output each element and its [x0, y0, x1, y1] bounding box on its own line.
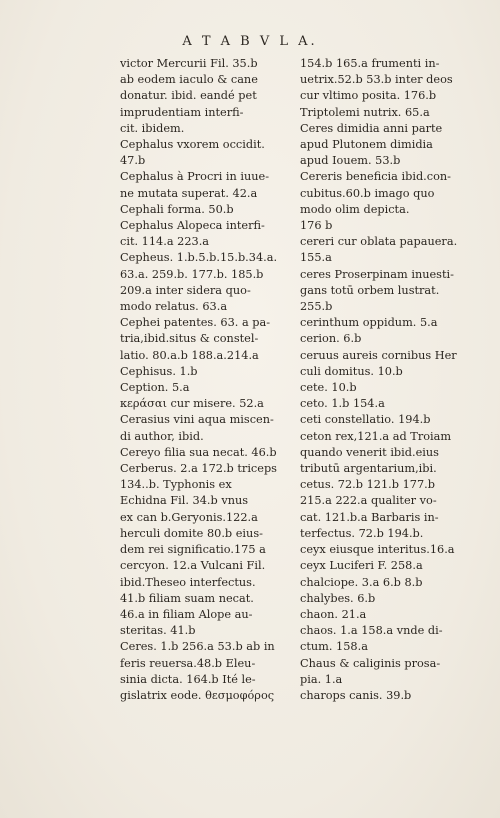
index-entry: cat. 121.b.a Barbaris in-: [300, 510, 439, 524]
index-entry: culi domitus. 10.b: [300, 364, 403, 378]
index-entry: chaos. 1.a 158.a vnde di-: [300, 624, 443, 638]
index-entry: cur vltimo posita. 176.b: [300, 89, 437, 103]
index-entry: 209.a inter sidera quo-: [120, 283, 251, 297]
index-entry: chalybes. 6.b: [300, 591, 376, 605]
index-entry: ceres Proserpinam inuesti-: [300, 267, 454, 281]
index-entry: 46.a in filiam Alope au-: [120, 607, 253, 621]
index-entry: uetrix.52.b 53.b inter deos: [300, 73, 453, 87]
index-entry: dem rei significatio.175 a: [120, 543, 266, 557]
index-entry: modo relatus. 63.a: [120, 300, 228, 314]
left-column: [120, 56, 290, 704]
index-entry: Cephalus vxorem occidit.: [120, 138, 265, 152]
index-entry: modo olim depicta.: [300, 202, 410, 216]
index-entry: victor Mercurii Fil. 35.b: [120, 57, 258, 70]
index-entry: cete. 10.b: [300, 381, 357, 395]
index-entry: ceto. 1.b 154.a: [300, 397, 385, 411]
index-entry: charops canis. 39.b: [300, 688, 412, 702]
index-entry: Ceres dimidia anni parte: [300, 121, 443, 135]
index-entry: 255.b: [300, 300, 333, 314]
index-entry: terfectus. 72.b 194.b.: [300, 526, 424, 540]
index-entry: sinia dicta. 164.b Ité le-: [120, 672, 256, 686]
index-entry: Cerasius vini aqua miscen-: [120, 413, 274, 427]
index-entry: cetus. 72.b 121.b 177.b: [300, 478, 435, 492]
index-entry: tributū argentarium,ibi.: [300, 462, 437, 476]
index-entry: Cephali forma. 50.b: [120, 202, 234, 216]
index-entry: Cephalus à Procri in iuue-: [120, 170, 270, 184]
index-entry: quando venerit ibid.eius: [300, 445, 439, 459]
index-entry: ab eodem iaculo & cane: [120, 73, 258, 87]
running-header: A T A B V L A.: [182, 34, 318, 49]
index-entry: apud Iouem. 53.b: [300, 154, 401, 168]
index-entry: Echidna Fil. 34.b vnus: [120, 494, 249, 508]
index-entry: ibid.Theseo interfectus.: [120, 575, 256, 589]
index-entry: ceyx eiusque interitus.16.a: [300, 543, 455, 557]
index-entry: cit. ibidem.: [120, 121, 185, 135]
index-entry: feris reuersa.48.b Eleu-: [120, 656, 256, 670]
index-entry: donatur. ibid. eandé pet: [120, 89, 257, 103]
index-entry: 134..b. Typhonis ex: [120, 478, 232, 492]
index-entry: steritas. 41.b: [120, 624, 196, 638]
index-entry: κεράσαι cur misere. 52.a: [120, 397, 264, 411]
index-entry: ne mutata superat. 42.a: [120, 186, 258, 200]
index-entry: 41.b filiam suam necat.: [120, 591, 254, 605]
index-entry: 155.a: [300, 251, 332, 265]
index-entry: ceton rex,121.a ad Troiam: [300, 429, 452, 443]
index-entry: Ceres. 1.b 256.a 53.b ab in: [120, 640, 275, 654]
index-entry: di author, ibid.: [120, 429, 204, 443]
index-entry: 176 b: [300, 219, 333, 233]
index-entry: chaon. 21.a: [300, 607, 367, 621]
index-entry: latio. 80.a.b 188.a.214.a: [120, 348, 259, 362]
index-entry: gans totū orbem lustrat.: [300, 283, 440, 297]
index-entry: cereri cur oblata papauera.: [300, 235, 458, 249]
index-entry: Cereyo filia sua necat. 46.b: [120, 445, 277, 459]
index-entry: Triptolemi nutrix. 65.a: [300, 105, 430, 119]
right-column: [300, 56, 470, 704]
index-entry: Cephei patentes. 63. a pa-: [120, 316, 271, 330]
index-entry: Ception. 5.a: [120, 381, 190, 395]
index-entry: cerion. 6.b: [300, 332, 362, 346]
index-entry: 63.a. 259.b. 177.b. 185.b: [120, 267, 264, 281]
index-entry: apud Plutonem dimidia: [300, 138, 433, 152]
index-entry: pia. 1.a: [300, 672, 343, 686]
index-entry: 215.a 222.a qualiter vo-: [300, 494, 437, 508]
index-entry: gislatrix eode. θεσμοφόρος: [120, 688, 275, 702]
index-entry: ceruus aureis cornibus Her: [300, 348, 457, 362]
index-entry: Chaus & caliginis prosa-: [300, 656, 441, 670]
index-entry: Cephisus. 1.b: [120, 364, 198, 378]
index-entry: chalciope. 3.a 6.b 8.b: [300, 575, 423, 589]
index-entry: Cerberus. 2.a 172.b triceps: [120, 462, 277, 476]
index-entry: Cereris beneficia ibid.con-: [300, 170, 451, 184]
index-entry: ceyx Luciferi F. 258.a: [300, 559, 423, 573]
index-entry: cubitus.60.b imago quo: [300, 186, 435, 200]
index-entry: ex can b.Geryonis.122.a: [120, 510, 258, 524]
index-entry: Cephalus Alopeca interfi-: [120, 219, 265, 233]
index-entry: ctum. 158.a: [300, 640, 368, 654]
index-entry: 47.b: [120, 154, 146, 168]
index-entry: cercyon. 12.a Vulcani Fil.: [120, 559, 266, 573]
index-entry: 154.b 165.a frumenti in-: [300, 57, 440, 70]
index-entry: cit. 114.a 223.a: [120, 235, 210, 249]
index-entry: imprudentiam interfi-: [120, 105, 244, 119]
index-entry: ceti constellatio. 194.b: [300, 413, 431, 427]
index-entry: Cepheus. 1.b.5.b.15.b.34.a.: [120, 251, 278, 265]
index-entry: herculi domite 80.b eius-: [120, 526, 263, 540]
index-entry: cerinthum oppidum. 5.a: [300, 316, 438, 330]
index-entry: tria,ibid.situs & constel-: [120, 332, 259, 346]
